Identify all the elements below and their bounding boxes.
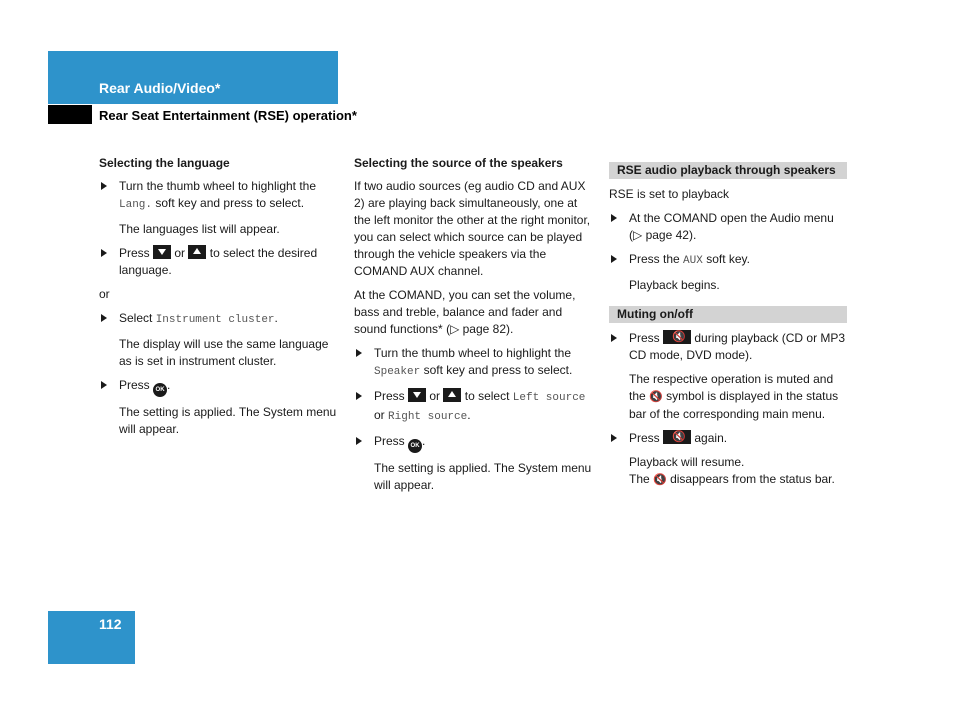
softkey-label: Lang. <box>119 199 153 211</box>
ok-button-icon: OK <box>408 439 422 453</box>
column-language <box>99 155 337 445</box>
note-playback-resume: Playback will resume. The 🔇 disappears from the status bar. <box>629 455 835 486</box>
or-text: or <box>99 287 110 301</box>
step-press-aux: Press the AUX soft key. <box>609 251 847 270</box>
triangle-bullet-icon <box>611 334 617 342</box>
step-press-arrows: Press or to select the desired language. <box>99 245 337 279</box>
triangle-bullet-icon <box>101 314 107 322</box>
note-operation-muted: The respective operation is muted and the 🔇 symbol is displayed in the status bar of the corresponding main menu. <box>629 372 839 421</box>
triangle-bullet-icon <box>101 182 107 190</box>
page-number: 112 <box>99 616 122 632</box>
column-speaker-source <box>354 155 592 501</box>
subsection-marker <box>48 105 92 124</box>
mute-key-icon: 🔇 <box>663 430 691 444</box>
note-playback-begins: Playback begins. <box>629 278 720 292</box>
page-reference: ▷ page 82 <box>450 322 507 336</box>
step-press-mute: Press 🔇 during playback (CD or MP3 CD mode, DVD mode). <box>609 330 847 364</box>
page-reference: ▷ page 42 <box>633 228 689 242</box>
note-setting-applied: The setting is applied. The System menu will appear. <box>119 405 337 436</box>
step-select-instrument-cluster: Select Instrument cluster. <box>99 310 337 329</box>
comand-settings-paragraph: At the COMAND, you can set the volume, bass and treble, balance and fader and sound functions* (▷ page 82). <box>354 288 576 336</box>
triangle-bullet-icon <box>356 349 362 357</box>
triangle-bullet-icon <box>611 434 617 442</box>
heading-selecting-source: Selecting the source of the speakers <box>354 156 563 170</box>
up-arrow-key-icon <box>443 388 461 402</box>
softkey-label: Speaker <box>374 366 421 378</box>
step-press-ok: Press OK . <box>354 433 592 453</box>
step-press-ok: Press OK . <box>99 377 337 397</box>
page-subtitle: Rear Seat Entertainment (RSE) operation* <box>99 108 357 123</box>
mute-symbol-icon: 🔇 <box>653 474 667 486</box>
intro-paragraph: If two audio sources (eg audio CD and AUX 2) are playing back simultaneously, one at the left monitor the other at the right monitor, you can select which source can be played through the vehicle speakers via the COMAND AUX channel. <box>354 179 591 278</box>
note-setting-applied: The setting is applied. The System menu will appear. <box>374 461 592 492</box>
section-box-muting: Muting on/off <box>609 306 847 323</box>
softkey-label: AUX <box>683 255 703 267</box>
triangle-bullet-icon <box>101 381 107 389</box>
step-select-source: Press or to select Left source or Right source. <box>354 388 592 426</box>
down-arrow-key-icon <box>408 388 426 402</box>
menu-item-label: Instrument cluster <box>155 314 275 326</box>
menu-item-label: Right source <box>388 411 468 423</box>
triangle-bullet-icon <box>356 392 362 400</box>
heading-selecting-language: Selecting the language <box>99 156 230 170</box>
column-rse-audio <box>609 162 847 496</box>
mute-symbol-icon: 🔇 <box>649 391 663 403</box>
rse-set-text: RSE is set to playback <box>609 187 730 201</box>
note-languages-list: The languages list will appear. <box>119 222 280 236</box>
triangle-bullet-icon <box>101 249 107 257</box>
up-arrow-key-icon <box>188 245 206 259</box>
section-title: Rear Audio/Video* <box>99 80 221 96</box>
note-same-language: The display will use the same language as is set in instrument cluster. <box>119 337 329 368</box>
triangle-bullet-icon <box>356 437 362 445</box>
step-open-audio-menu: At the COMAND open the Audio menu (▷ page 42). <box>609 210 847 244</box>
menu-item-label: Left source <box>512 392 586 404</box>
section-box-rse-playback: RSE audio playback through speakers <box>609 162 847 179</box>
down-arrow-key-icon <box>153 245 171 259</box>
step-highlight-speaker: Turn the thumb wheel to highlight the Speaker soft key and press to select. <box>354 345 592 381</box>
step-press-mute-again: Press 🔇 again. <box>609 430 847 447</box>
ok-button-icon: OK <box>153 383 167 397</box>
triangle-bullet-icon <box>611 214 617 222</box>
step-highlight-lang: Turn the thumb wheel to highlight the Lang. soft key and press to select. <box>99 178 337 214</box>
mute-key-icon: 🔇 <box>663 330 691 344</box>
triangle-bullet-icon <box>611 255 617 263</box>
